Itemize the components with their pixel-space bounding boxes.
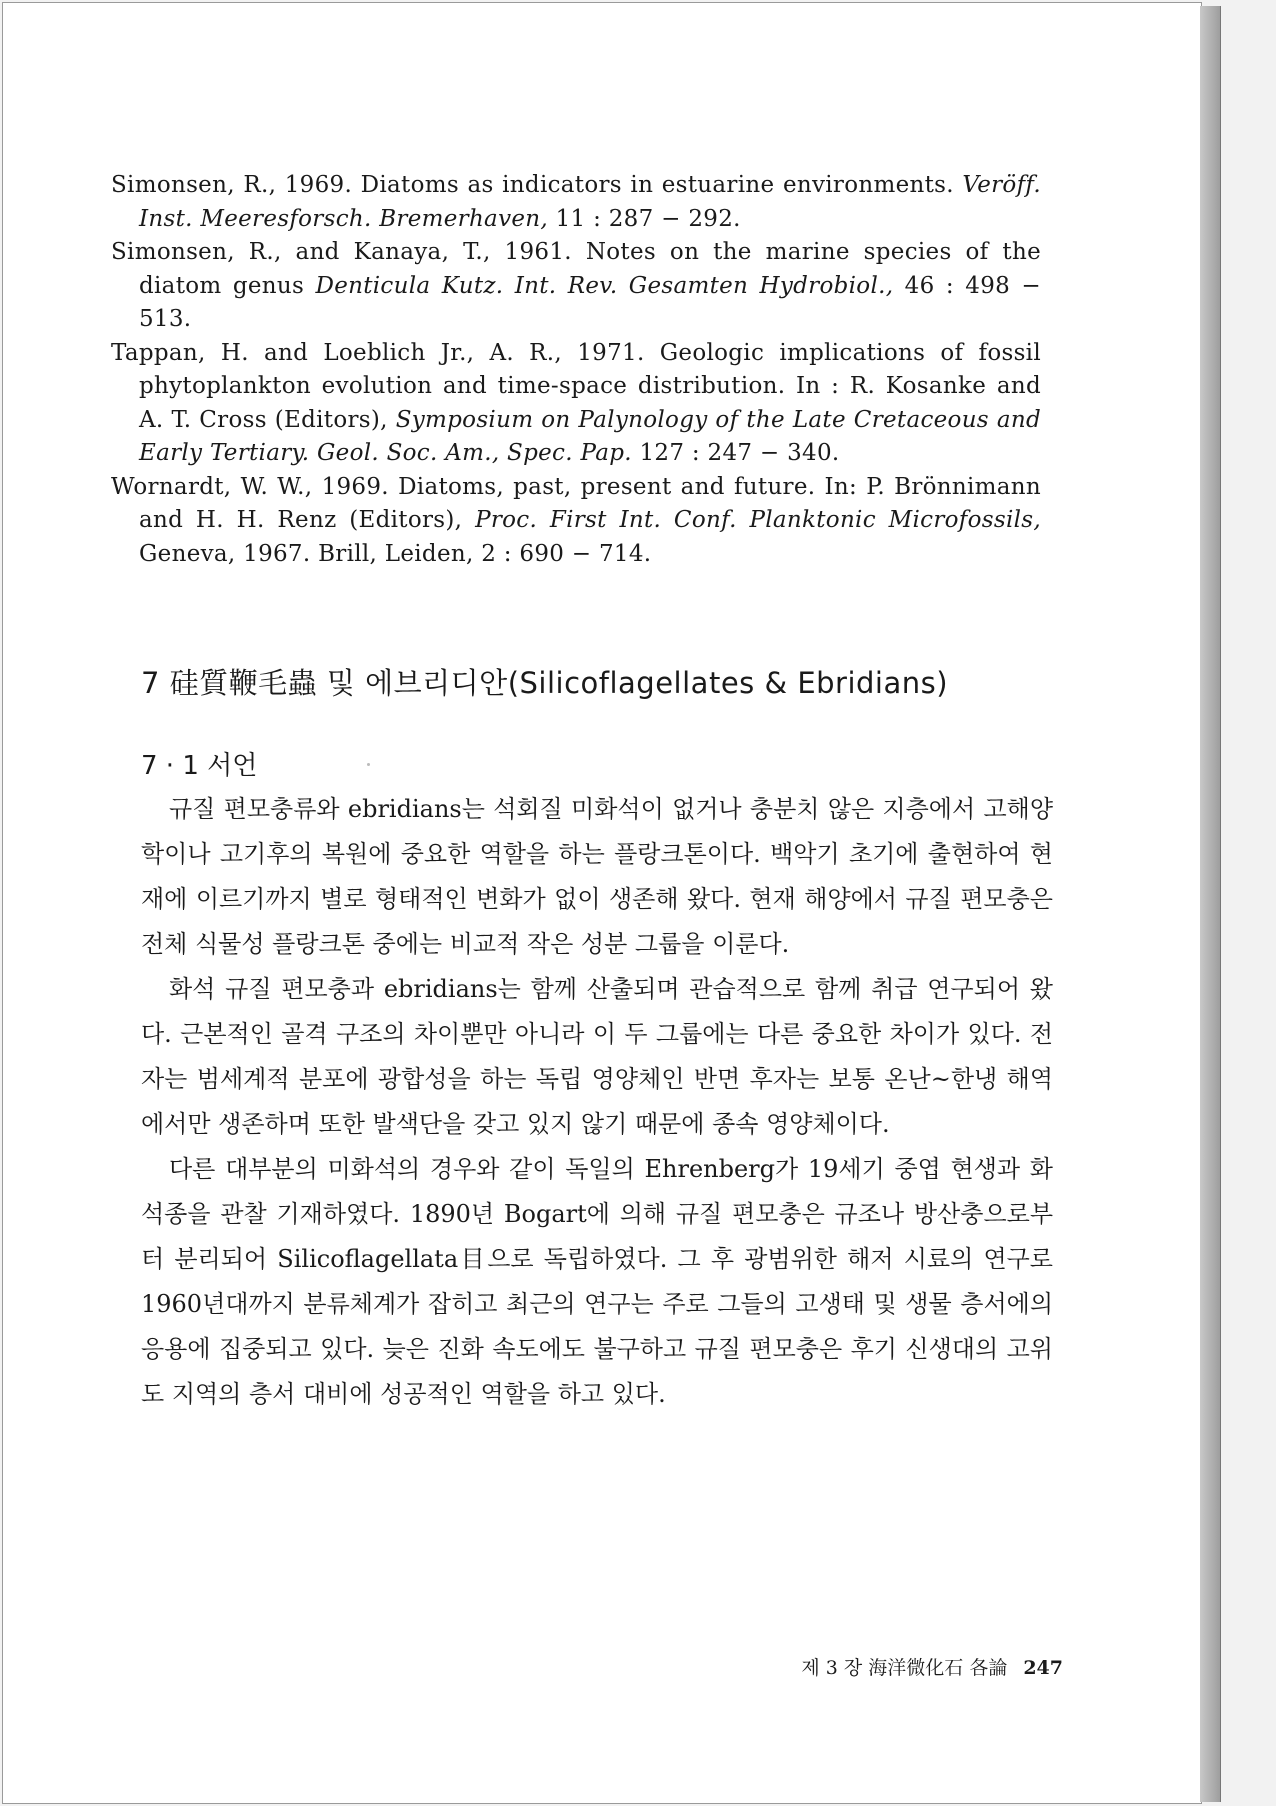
reference-journal: Denticula Kutz. Int. Rev. Gesamten Hydrobiol.,	[315, 272, 894, 299]
reference-journal: Symposium on Palynology of the Late Cretaceous and Early Tertiary. Geol. Soc. Am., Spec. Pap.	[139, 406, 1041, 466]
paragraph: 규질 편모충류와 ebridians는 석회질 미화석이 없거나 충분치 않은 지층에서 고해양학이나 고기후의 복원에 중요한 역할을 하는 플랑크톤이다. 백악기 초기에 출현하여 현재에 이르기까지 별로 형태적인 변화가 없이 생존해 왔다. 현재 해양에서 규질 편모충은 전체 식물성 플랑크톤 중에는 비교적 작은 성분 그룹을 이룬다.	[141, 795, 1053, 958]
reference-entry	[111, 236, 1041, 337]
section-heading: 7 硅質鞭毛蟲 및 에브리디안(Silicoflagellates & Ebridians)	[141, 666, 949, 700]
scan-speck	[367, 763, 370, 766]
running-footer: 제 3 장 海洋微化石 各論	[801, 1657, 1008, 1679]
page-footer	[703, 1655, 1063, 1681]
page-edge-shadow	[1200, 6, 1221, 1802]
book-page	[2, 2, 1202, 1804]
reference-pages: 127 : 247 − 340.	[631, 440, 840, 466]
page-number: 247	[1023, 1657, 1063, 1679]
reference-pages: 11 : 287 − 292.	[548, 205, 741, 232]
reference-pages: Geneva, 1967. Brill, Leiden, 2 : 690 − 714.	[139, 540, 652, 567]
paragraph: 다른 대부분의 미화석의 경우와 같이 독일의 Ehrenberg가 19세기 중엽 현생과 화석종을 관찰 기재하였다. 1890년 Bogart에 의해 규질 편모충은 규조나 방산충으로부터 분리되어 Silicoflagellata目으로 독립하였다. 그 후 광범위한 해저 시료의 연구로 1960년대까지 분류체계가 잡히고 최근의 연구는 주로 그들의 고생태 및 생물 층서에의 응용에 집중되고 있다. 늦은 진화 속도에도 불구하고 규질 편모충은 후기 신생대의 고위도 지역의 층서 대비에 성공적인 역할을 하고 있다.	[141, 1155, 1053, 1408]
body-text	[141, 787, 1053, 1417]
reference-entry	[111, 169, 1041, 236]
reference-journal: Veröff. Inst. Meeresforsch. Bremerhaven,	[139, 172, 1041, 232]
reference-entry	[111, 337, 1041, 471]
reference-text: Simonsen, R., 1969. Diatoms as indicators in estuarine environments.	[111, 172, 963, 198]
reference-pages: 46 : 498 − 513.	[139, 272, 1041, 332]
reference-text: Wornardt, W. W., 1969. Diatoms, past, present and future. In: P. Brönnimann and H. H. Renz (Editors),	[111, 473, 1041, 533]
paragraph: 화석 규질 편모충과 ebridians는 함께 산출되며 관습적으로 함께 취급 연구되어 왔다. 근본적인 골격 구조의 차이뿐만 아니라 이 두 그룹에는 다른 중요한 차이가 있다. 전자는 범세계적 분포에 광합성을 하는 독립 영양체인 반면 후자는 보통 온난~한냉 해역에서만 생존하며 또한 발색단을 갖고 있지 않기 때문에 종속 영양체이다.	[141, 975, 1053, 1138]
reference-text: Tappan, H. and Loeblich Jr., A. R., 1971. Geologic implications of fossil phytoplankton evolution and time-space distribution. In : R. Kosanke and A. T. Cross (Editors),	[111, 339, 1041, 433]
reference-entry	[111, 471, 1041, 572]
subsection-heading: 7 · 1 서언	[141, 751, 258, 781]
reference-list	[111, 169, 1041, 571]
reference-text: Simonsen, R., and Kanaya, T., 1961. Notes on the marine species of the diatom genus	[111, 239, 1041, 299]
reference-journal: Proc. First Int. Conf. Planktonic Microfossils,	[475, 507, 1041, 533]
